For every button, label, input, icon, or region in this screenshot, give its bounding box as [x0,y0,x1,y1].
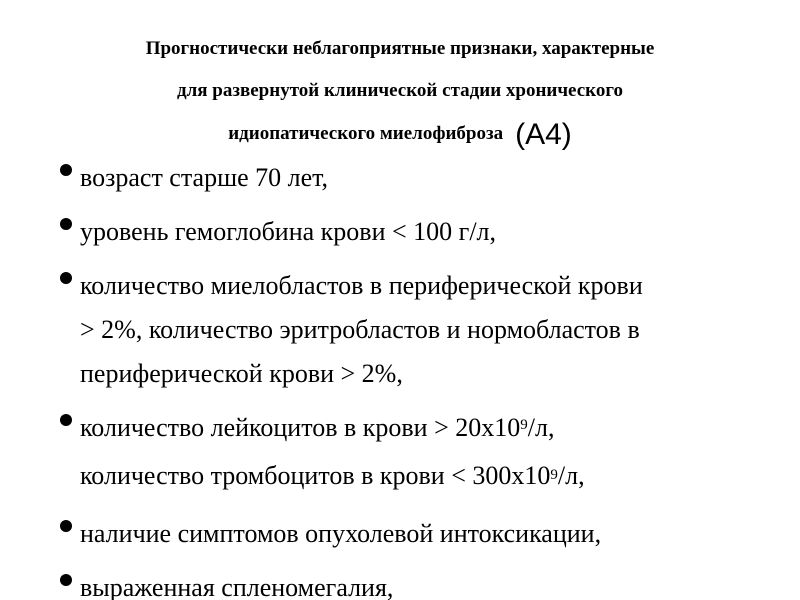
list-item-text-line: > 2%, количество эритробластов и нормобластов в [80,315,640,344]
list-item-intoxication [58,512,788,556]
title-line-3 [0,118,800,151]
leukocytes-text: количество лейкоцитов в крови > 20х10 [80,413,521,442]
bullet-icon [60,520,72,532]
bullet-icon [60,272,72,284]
list-item-text: возраст старше 70 лет, [80,163,329,192]
platelets-exponent: 9 [550,467,558,483]
list-item-leukocytes-platelets [58,406,788,502]
list-item-text-line [80,454,788,502]
bullet-icon [60,164,72,176]
list-item-text: уровень гемоглобина крови < 100 г/л, [80,217,497,246]
list-item-splenomegaly [58,566,788,600]
list-item-hemoglobin [58,210,788,254]
list-item-text-line: количество миелобластов в периферической крови [80,271,643,300]
platelets-text: количество тромбоцитов в крови < 300х10 [80,461,551,490]
platelets-unit: /л, [557,461,585,490]
title-line-1: Прогностически неблагоприятные признаки, характерные [145,38,655,59]
leukocytes-exponent: 9 [520,417,528,433]
list-item-age [58,156,788,200]
list-item-text: наличие симптомов опухолевой интоксикации, [80,519,602,548]
list-item-text: выраженная спленомегалия, [80,573,394,600]
leukocytes-unit: /л, [527,413,555,442]
title-line-2: для развернутой клинической стадии хронического [176,80,624,101]
list-item-blasts [58,264,788,396]
recommendation-code: (А4) [515,118,572,151]
title-line-3-text: идиопатического миелофиброза [228,123,504,144]
bullet-icon [60,218,72,230]
list-item-text-line [80,406,788,454]
prognostic-factors-list [58,156,788,600]
list-item-text-line: периферической крови > 2%, [80,359,403,388]
bullet-icon [60,574,72,586]
bullet-icon [60,414,72,426]
